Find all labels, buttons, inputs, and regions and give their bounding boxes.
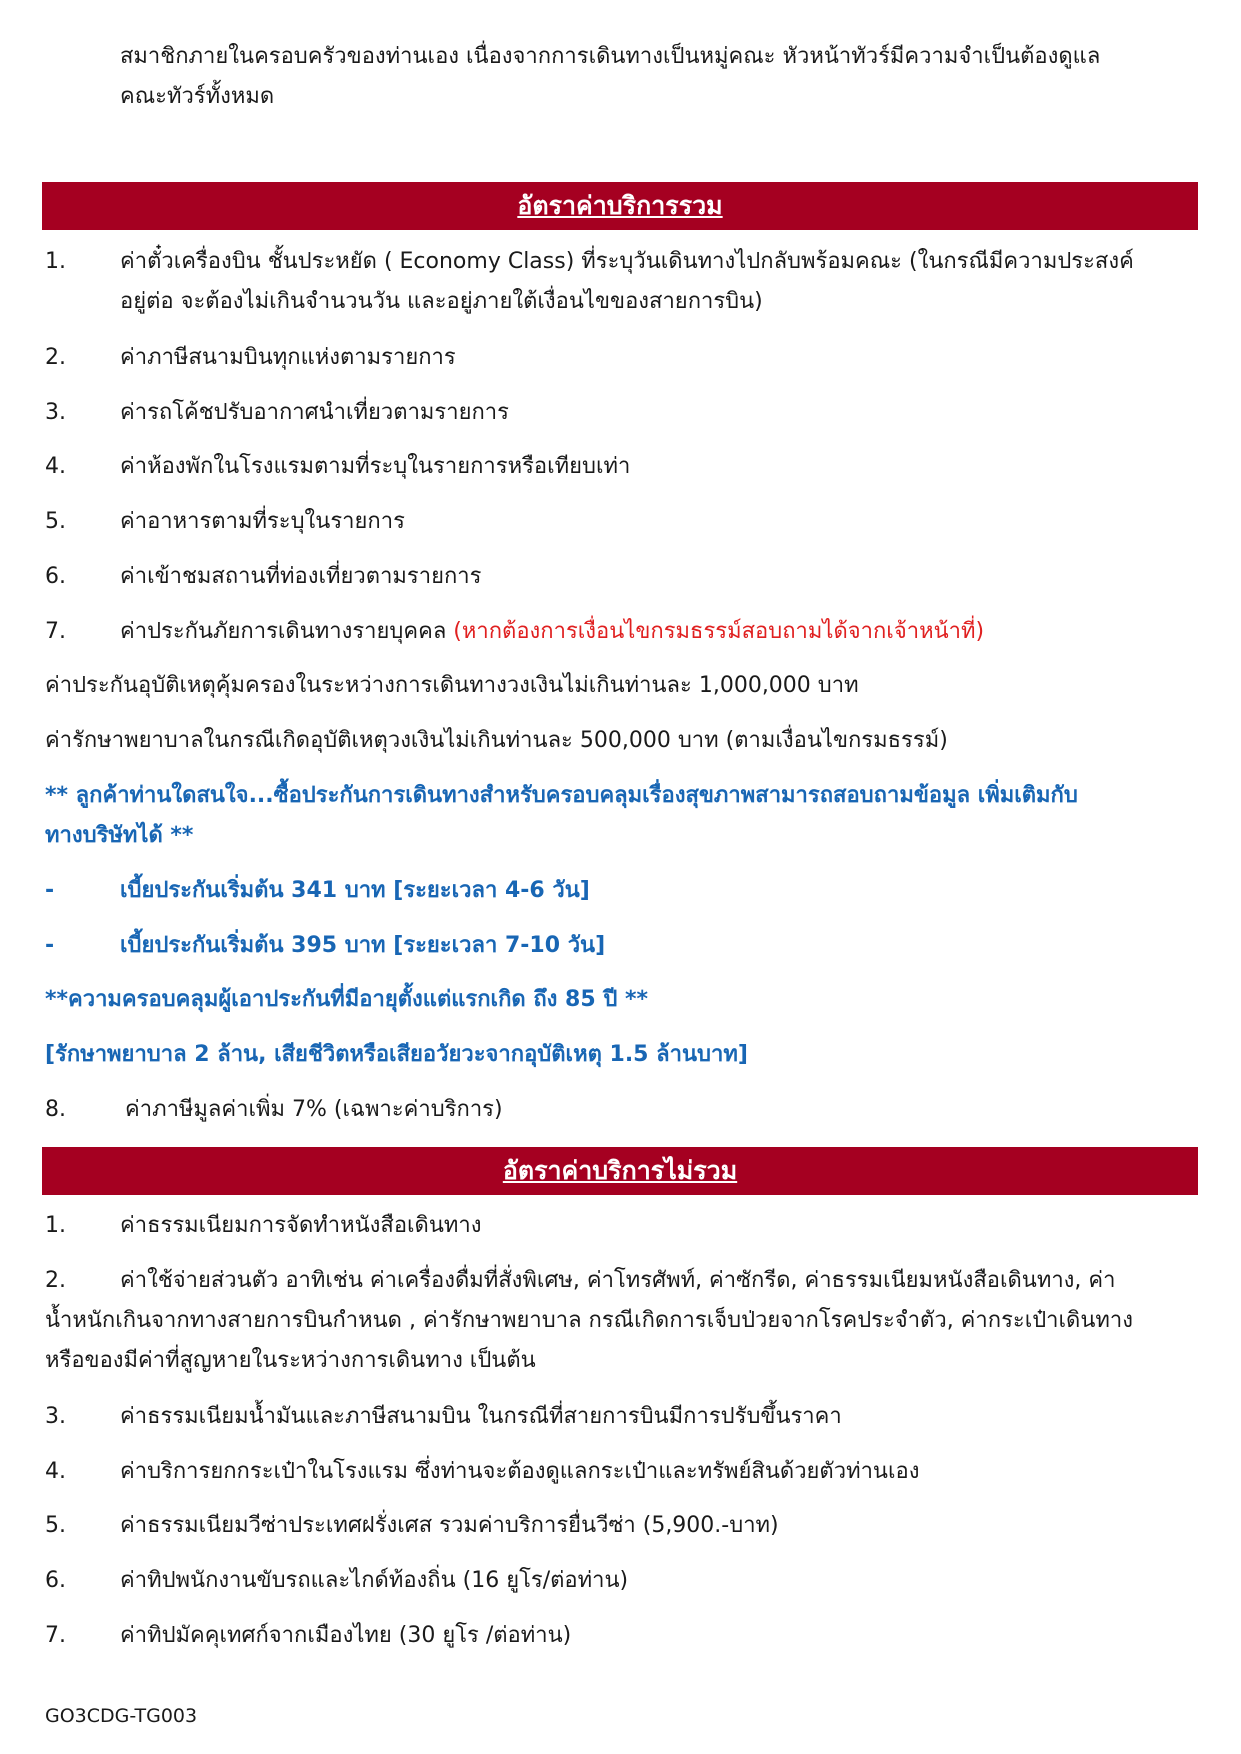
- excluded-item-2-line-1: ค่าใช้จ่ายส่วนตัว อาทิเช่น ค่าเครื่องดื่มที่สั่งพิเศษ, ค่าโทรศัพท์, ค่าซักรีด, ค่าธรรมเนียมหนังสือเดินทาง, ค่า: [120, 1268, 1116, 1293]
- included-item-7-note: (หากต้องการเงื่อนไขกรมธรรม์สอบถามได้จากเจ้าหน้าที่): [453, 619, 985, 644]
- insurance-promo-line-1: ** ลูกค้าท่านใดสนใจ...ซื้อประกันการเดินทางสำหรับครอบคลุมเรื่องสุขภาพสามารถสอบถามข้อมูล เพิ่มเติมกับ: [45, 783, 1078, 808]
- excluded-item-5-text: ค่าธรรมเนียมวีซ่าประเทศฝรั่งเศส รวมค่าบริการยื่นวีซ่า (5,900.-บาท): [120, 1513, 779, 1538]
- premium-1-text: เบี้ยประกันเริ่มต้น 341 บาท [ระยะเวลา 4-6 วัน]: [120, 878, 590, 903]
- included-item-6-number: 6.: [45, 564, 66, 589]
- excluded-item-2-line-3: หรือของมีค่าที่สูญหายในระหว่างการเดินทาง เป็นต้น: [45, 1348, 536, 1373]
- coverage-amount-text: [รักษาพยาบาล 2 ล้าน, เสียชีวิตหรือเสียอวัยวะจากอุบัติเหตุ 1.5 ล้านบาท]: [45, 1042, 748, 1067]
- included-item-3-number: 3.: [45, 400, 66, 425]
- included-item-1-line-1: ค่าตั๋วเครื่องบิน ชั้นประหยัด ( Economy Class) ที่ระบุวันเดินทางไปกลับพร้อมคณะ (ในกรณีมีความประสงค์: [120, 249, 1134, 274]
- included-item-7-number: 7.: [45, 619, 66, 644]
- included-item-4-number: 4.: [45, 454, 66, 479]
- included-item-1-line-2: อยู่ต่อ จะต้องไม่เกินจำนวนวัน และอยู่ภายใต้เงื่อนไขของสายการบิน): [120, 289, 763, 314]
- excluded-item-2-number: 2.: [45, 1268, 66, 1293]
- included-item-2-number: 2.: [45, 345, 66, 370]
- included-section-header: อัตราค่าบริการรวม: [42, 182, 1198, 230]
- included-item-5-number: 5.: [45, 509, 66, 534]
- excluded-item-7-text: ค่าทิปมัคคุเทศก์จากเมืองไทย (30 ยูโร /ต่อท่าน): [120, 1623, 572, 1648]
- footer-tour-code: GO3CDG-TG003: [45, 1705, 198, 1727]
- insurance-promo-line-2: ทางบริษัทได้ **: [45, 823, 194, 848]
- excluded-item-4-number: 4.: [45, 1459, 66, 1484]
- included-item-5-text: ค่าอาหารตามที่ระบุในรายการ: [120, 509, 405, 534]
- insurance-accident-text: ค่าประกันอุบัติเหตุคุ้มครองในระหว่างการเดินทางวงเงินไม่เกินท่านละ 1,000,000 บาท: [45, 673, 859, 698]
- excluded-item-3-text: ค่าธรรมเนียมน้ำมันและภาษีสนามบิน ในกรณีที่สายการบินมีการปรับขึ้นราคา: [120, 1404, 842, 1429]
- included-item-7-text: [120, 619, 984, 645]
- excluded-item-6-number: 6.: [45, 1568, 66, 1593]
- excluded-section-header: อัตราค่าบริการไม่รวม: [42, 1147, 1198, 1195]
- intro-line-2: คณะทัวร์ทั้งหมด: [120, 84, 275, 109]
- included-item-4-text: ค่าห้องพักในโรงแรมตามที่ระบุในรายการหรือเทียบเท่า: [120, 454, 631, 479]
- included-item-2-text: ค่าภาษีสนามบินทุกแห่งตามรายการ: [120, 345, 456, 370]
- excluded-item-1-number: 1.: [45, 1213, 66, 1238]
- included-item-3-text: ค่ารถโค้ชปรับอากาศนำเที่ยวตามรายการ: [120, 400, 509, 425]
- excluded-item-1-text: ค่าธรรมเนียมการจัดทำหนังสือเดินทาง: [120, 1213, 482, 1238]
- insurance-medical-text: ค่ารักษาพยาบาลในกรณีเกิดอุบัติเหตุวงเงินไม่เกินท่านละ 500,000 บาท (ตามเงื่อนไขกรมธรรม์): [45, 728, 948, 753]
- premium-2-text: เบี้ยประกันเริ่มต้น 395 บาท [ระยะเวลา 7-10 วัน]: [120, 933, 606, 958]
- excluded-item-6-text: ค่าทิปพนักงานขับรถและไกด์ท้องถิ่น (16 ยูโร/ต่อท่าน): [120, 1568, 629, 1593]
- included-item-8-number: 8.: [45, 1097, 66, 1122]
- included-item-7-label: ค่าประกันภัยการเดินทางรายบุคคล: [120, 619, 447, 644]
- excluded-item-2-line-2: น้ำหนักเกินจากทางสายการบินกำหนด , ค่ารักษาพยาบาล กรณีเกิดการเจ็บป่วยจากโรคประจำตัว, ค่ากระเป๋าเดินทาง: [45, 1308, 1133, 1333]
- included-item-6-text: ค่าเข้าชมสถานที่ท่องเที่ยวตามรายการ: [120, 564, 482, 589]
- excluded-item-7-number: 7.: [45, 1623, 66, 1648]
- intro-line-1: สมาชิกภายในครอบครัวของท่านเอง เนื่องจากการเดินทางเป็นหมู่คณะ หัวหน้าทัวร์มีความจำเป็นต้องดูแล: [120, 44, 1101, 69]
- excluded-item-4-text: ค่าบริการยกกระเป๋าในโรงแรม ซึ่งท่านจะต้องดูแลกระเป๋าและทรัพย์สินด้วยตัวท่านเอง: [120, 1459, 920, 1484]
- coverage-age-text: **ความครอบคลุมผู้เอาประกันที่มีอายุตั้งแต่แรกเกิด ถึง 85 ปี **: [45, 987, 648, 1012]
- premium-2-bullet: -: [45, 933, 55, 958]
- included-item-1-number: 1.: [45, 249, 66, 274]
- excluded-item-5-number: 5.: [45, 1513, 66, 1538]
- excluded-item-3-number: 3.: [45, 1404, 66, 1429]
- included-item-8-text: ค่าภาษีมูลค่าเพิ่ม 7% (เฉพาะค่าบริการ): [125, 1097, 503, 1122]
- premium-1-bullet: -: [45, 878, 55, 903]
